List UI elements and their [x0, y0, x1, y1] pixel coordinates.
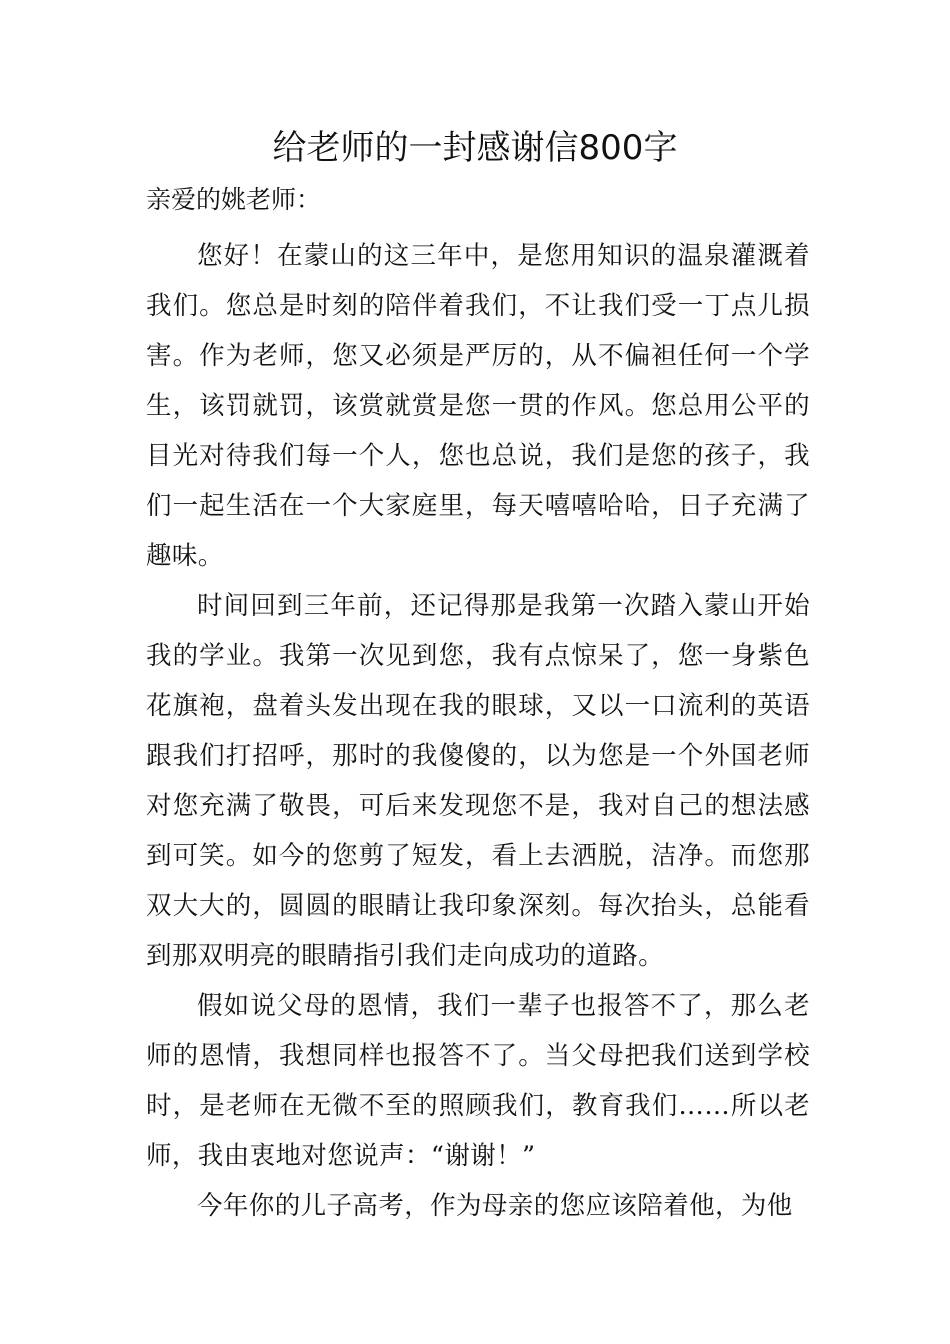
paragraph-3: 假如说父母的恩情，我们一辈子也报答不了，那么老师的恩情，我想同样也报答不了。当父母把我们送到学校时，是老师在无微不至的照顾我们，教育我们……所以老师，我由衷地对您说声：“谢谢！”: [146, 991, 810, 1171]
salutation: 亲爱的姚老师：: [146, 185, 322, 214]
paragraph-1: 您好！在蒙山的这三年中，是您用知识的温泉灌溉着我们。您总是时刻的陪伴着我们，不让我们受一丁点儿损害。作为老师，您又必须是严厉的，从不偏袒任何一个学生，该罚就罚，该赏就赏是您一贯的作风。您总用公平的目光对待我们每一个人，您也总说，我们是您的孩子，我们一起生活在一个大家庭里，每天嘻嘻哈哈，日子充满了趣味。: [146, 241, 810, 571]
paragraph-2: 时间回到三年前，还记得那是我第一次踏入蒙山开始我的学业。我第一次见到您，我有点惊呆了，您一身紫色花旗袍，盘着头发出现在我的眼球，又以一口流利的英语跟我们打招呼，那时的我傻傻的，以为您是一个外国老师对您充满了敬畏，可后来发现您不是，我对自己的想法感到可笑。如今的您剪了短发，看上去洒脱，洁净。而您那双大大的，圆圆的眼睛让我印象深刻。每次抬头，总能看到那双明亮的眼睛指引我们走向成功的道路。: [146, 591, 810, 971]
paragraph-4: 今年你的儿子高考，作为母亲的您应该陪着他，为他: [197, 1191, 793, 1221]
letter-body: [146, 181, 810, 1231]
document-title: 给老师的一封感谢信800字: [272, 128, 678, 168]
